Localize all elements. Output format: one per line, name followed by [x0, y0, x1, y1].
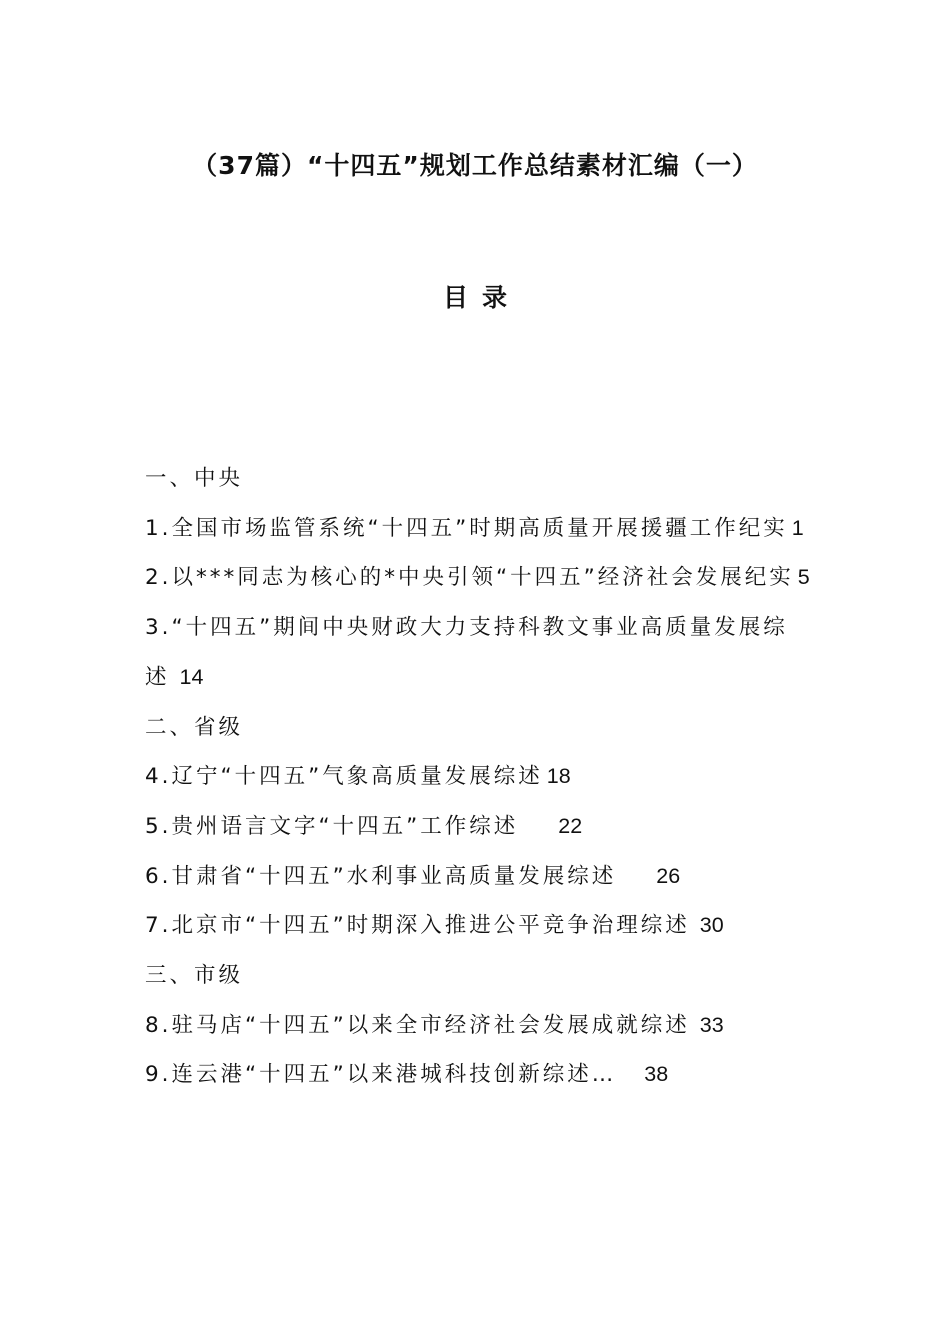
- toc-section-municipal: 三、市级: [145, 963, 244, 989]
- toc-section-provincial: 二、省级: [145, 714, 244, 740]
- toc-entry-title: 3.“十四五”期间中央财政大力支持科教文事业高质量发展综述: [145, 615, 788, 690]
- toc-entry[interactable]: [145, 901, 810, 951]
- toc-entry-page: 26: [656, 863, 681, 888]
- toc-entry-page: 30: [699, 913, 724, 938]
- toc-entry-title: 9.连云港“十四五”以来港城科技创新综述…: [145, 1062, 617, 1088]
- toc-entry-page: 38: [644, 1062, 669, 1087]
- toc-entry-title: 2.以***同志为核心的*中央引领“十四五”经济社会发展纪实: [145, 565, 794, 591]
- toc-entry[interactable]: [145, 1001, 810, 1051]
- toc-entry-page: 5: [797, 565, 810, 590]
- toc-entry-title: 5.贵州语言文字“十四五”工作综述: [145, 813, 519, 839]
- toc-section-central: 一、中央: [145, 466, 244, 491]
- toc-entry[interactable]: [145, 1050, 810, 1100]
- toc-heading: 目录: [442, 283, 521, 312]
- table-of-contents: [145, 454, 810, 1100]
- toc-entry-title: 1.全国市场监管系统“十四五”时期高质量开展援疆工作纪实: [145, 515, 788, 541]
- toc-entry[interactable]: [145, 603, 810, 702]
- toc-entry-title: 4.辽宁“十四五”气象高质量发展综述: [145, 764, 543, 790]
- toc-entry-page: 1: [791, 515, 804, 540]
- toc-entry[interactable]: [145, 802, 810, 852]
- toc-entry-page: 18: [546, 764, 571, 789]
- toc-entry-page: 14: [179, 664, 204, 689]
- toc-entry[interactable]: [145, 553, 810, 603]
- toc-entry-page: 33: [699, 1012, 724, 1037]
- toc-entry[interactable]: [145, 852, 810, 902]
- toc-entry-title: 7.北京市“十四五”时期深入推进公平竞争治理综述: [145, 913, 690, 939]
- toc-entry-title: 6.甘肃省“十四五”水利事业高质量发展综述: [145, 863, 617, 889]
- toc-entry[interactable]: [145, 504, 810, 554]
- toc-entry-page: 22: [558, 813, 583, 838]
- toc-entry-title: 8.驻马店“十四五”以来全市经济社会发展成就综述: [145, 1012, 690, 1038]
- document-title: （37篇）“十四五”规划工作总结素材汇编（一）: [192, 151, 758, 180]
- toc-entry[interactable]: [145, 752, 810, 802]
